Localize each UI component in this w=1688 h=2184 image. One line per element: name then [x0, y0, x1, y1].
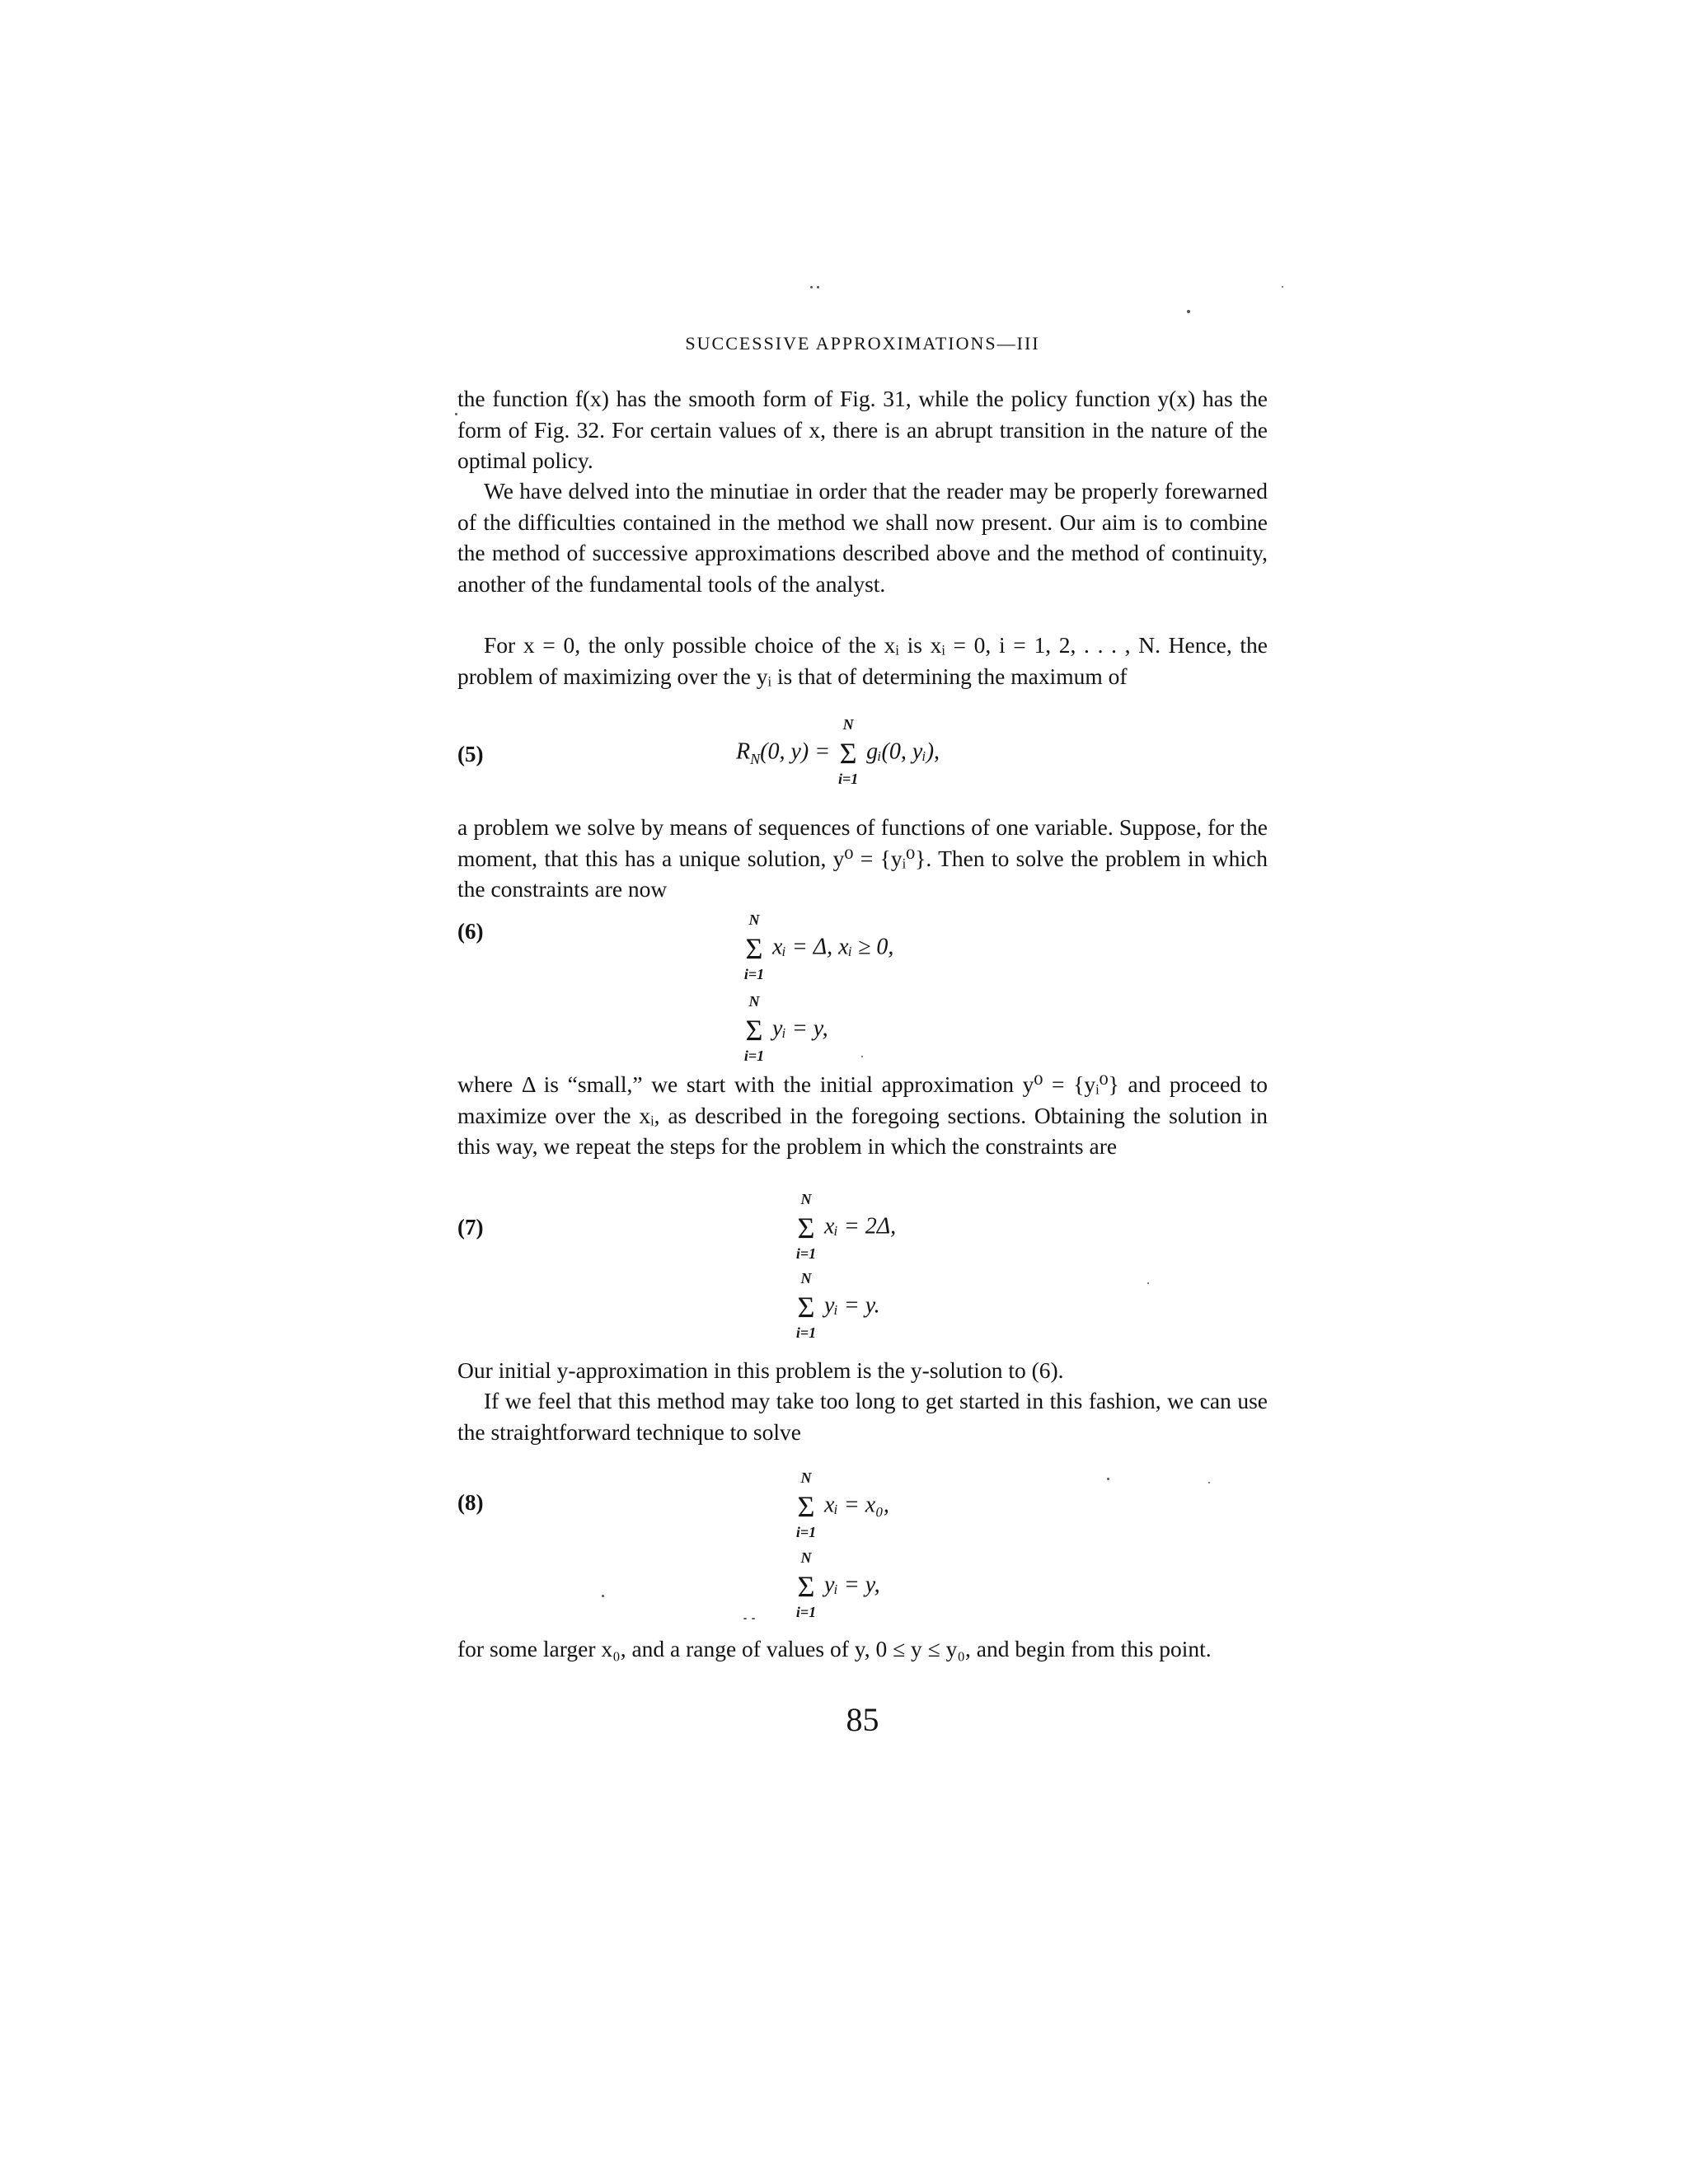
paragraph-7: If we feel that this method may take too long to get started in this fashion, we can use the straightforward technique to solve: [457, 1388, 1268, 1445]
sum-symbol: Σ N i=1: [794, 1213, 818, 1243]
eq8-line-1-text: xᵢ = x₀,: [824, 1492, 889, 1518]
equation-label-7: (7): [457, 1215, 484, 1240]
eq8-line-2-text: yᵢ = y,: [824, 1572, 880, 1598]
eq7-line-2-text: yᵢ = y.: [824, 1292, 880, 1319]
sum-lower-limit: i=1: [795, 1324, 817, 1341]
sum-lower-limit: i=1: [743, 966, 765, 982]
paragraph-6: Our initial y-approximation in this problem is the y-solution to (6).: [457, 1357, 1064, 1383]
scan-speck: [1282, 286, 1283, 288]
eq5-lhs-args: (0, y) =: [760, 738, 831, 765]
sum-symbol: Σ N i=1: [742, 934, 767, 963]
equation-label-8: (8): [457, 1490, 484, 1515]
equation-8-line-2: [794, 1549, 880, 1620]
scan-speck: [743, 1618, 747, 1619]
sum-upper-limit: N: [842, 716, 854, 733]
sum-symbol: Σ N i=1: [836, 738, 860, 768]
eq5-rhs: gᵢ(0, yᵢ),: [866, 738, 940, 765]
scan-speck: [1208, 1482, 1210, 1483]
sum-upper-limit: N: [800, 1469, 812, 1486]
sum-upper-limit: N: [800, 1191, 812, 1207]
sum-symbol: Σ N i=1: [794, 1492, 818, 1521]
scan-speck: [861, 1056, 863, 1057]
sum-symbol: Σ N i=1: [794, 1572, 818, 1601]
paragraph-8: for some larger x₀, and a range of values of y, 0 ≤ y ≤ y₀, and begin from this point.: [457, 1636, 1212, 1661]
equation-7-line-2: [794, 1270, 880, 1341]
eq6-line-2-text: yᵢ = y,: [772, 1015, 828, 1042]
paragraph-3: For x = 0, the only possible choice of the xᵢ is xᵢ = 0, i = 1, 2, . . . , N. Hence, the problem of maximizing over the yᵢ is that of determining the maximum of: [457, 632, 1268, 689]
sum-lower-limit: i=1: [837, 771, 859, 787]
equation-6-line-2: [742, 993, 828, 1064]
equation-7-line-1: [794, 1191, 897, 1262]
scan-speck: [817, 286, 819, 288]
eq5-lhs-sub: N: [750, 751, 761, 768]
scan-speck: [1107, 1478, 1109, 1480]
sum-symbol: Σ N i=1: [742, 1015, 767, 1045]
sum-upper-limit: N: [748, 993, 760, 1010]
running-head: SUCCESSIVE APPROXIMATIONS—III: [685, 333, 1040, 354]
page-number: 85: [846, 1701, 879, 1738]
eq6-line-1-text: xᵢ = Δ, xᵢ ≥ 0,: [772, 934, 894, 960]
scan-speck: [455, 413, 457, 415]
eq7-line-1-text: xᵢ = 2Δ,: [824, 1213, 897, 1240]
scan-speck: [810, 286, 813, 288]
paragraph-4: a problem we solve by means of sequences of functions of one variable. Suppose, for the moment, that this has a unique solution, y⁰ = {yᵢ⁰}. Then to solve the problem in which the constraints are now: [457, 814, 1268, 902]
equation-label-6: (6): [457, 919, 484, 944]
scan-speck: [1187, 310, 1190, 313]
eq5-lhs: R: [736, 738, 751, 765]
scan-speck: [602, 1595, 604, 1597]
equation-label-5: (5): [457, 742, 484, 766]
paragraph-2: We have delved into the minutiae in order that the reader may be properly forewarned of the difficulties contained in the method we shall now present. Our aim is to combine the method of successive approximations described above and the method of continuity, another of the fundamental tools of the analyst.: [457, 478, 1268, 597]
equation-8-line-1: [794, 1469, 889, 1540]
sum-lower-limit: i=1: [743, 1047, 765, 1064]
equation-5: [736, 716, 940, 787]
sum-lower-limit: i=1: [795, 1245, 817, 1262]
scan-speck: [752, 1618, 755, 1619]
sum-symbol: Σ N i=1: [794, 1292, 818, 1322]
scan-speck: [1147, 1282, 1149, 1284]
equation-6-line-1: [742, 912, 894, 982]
paragraph-5: where Δ is “small,” we start with the initial approximation y⁰ = {yᵢ⁰} and proceed to maximize over the xᵢ, as described in the foregoing sections. Obtaining the solution in this way, we repeat the steps for the problem in which the constraints are: [457, 1071, 1268, 1159]
sum-lower-limit: i=1: [795, 1524, 817, 1540]
paragraph-1: the function f(x) has the smooth form of Fig. 31, while the policy function y(x) has the form of Fig. 32. For certain values of x, there is an abrupt transition in the nature of the optimal policy.: [457, 386, 1268, 473]
sum-upper-limit: N: [748, 912, 760, 928]
sum-lower-limit: i=1: [795, 1604, 817, 1620]
sum-upper-limit: N: [800, 1270, 812, 1286]
sum-upper-limit: N: [800, 1549, 812, 1566]
